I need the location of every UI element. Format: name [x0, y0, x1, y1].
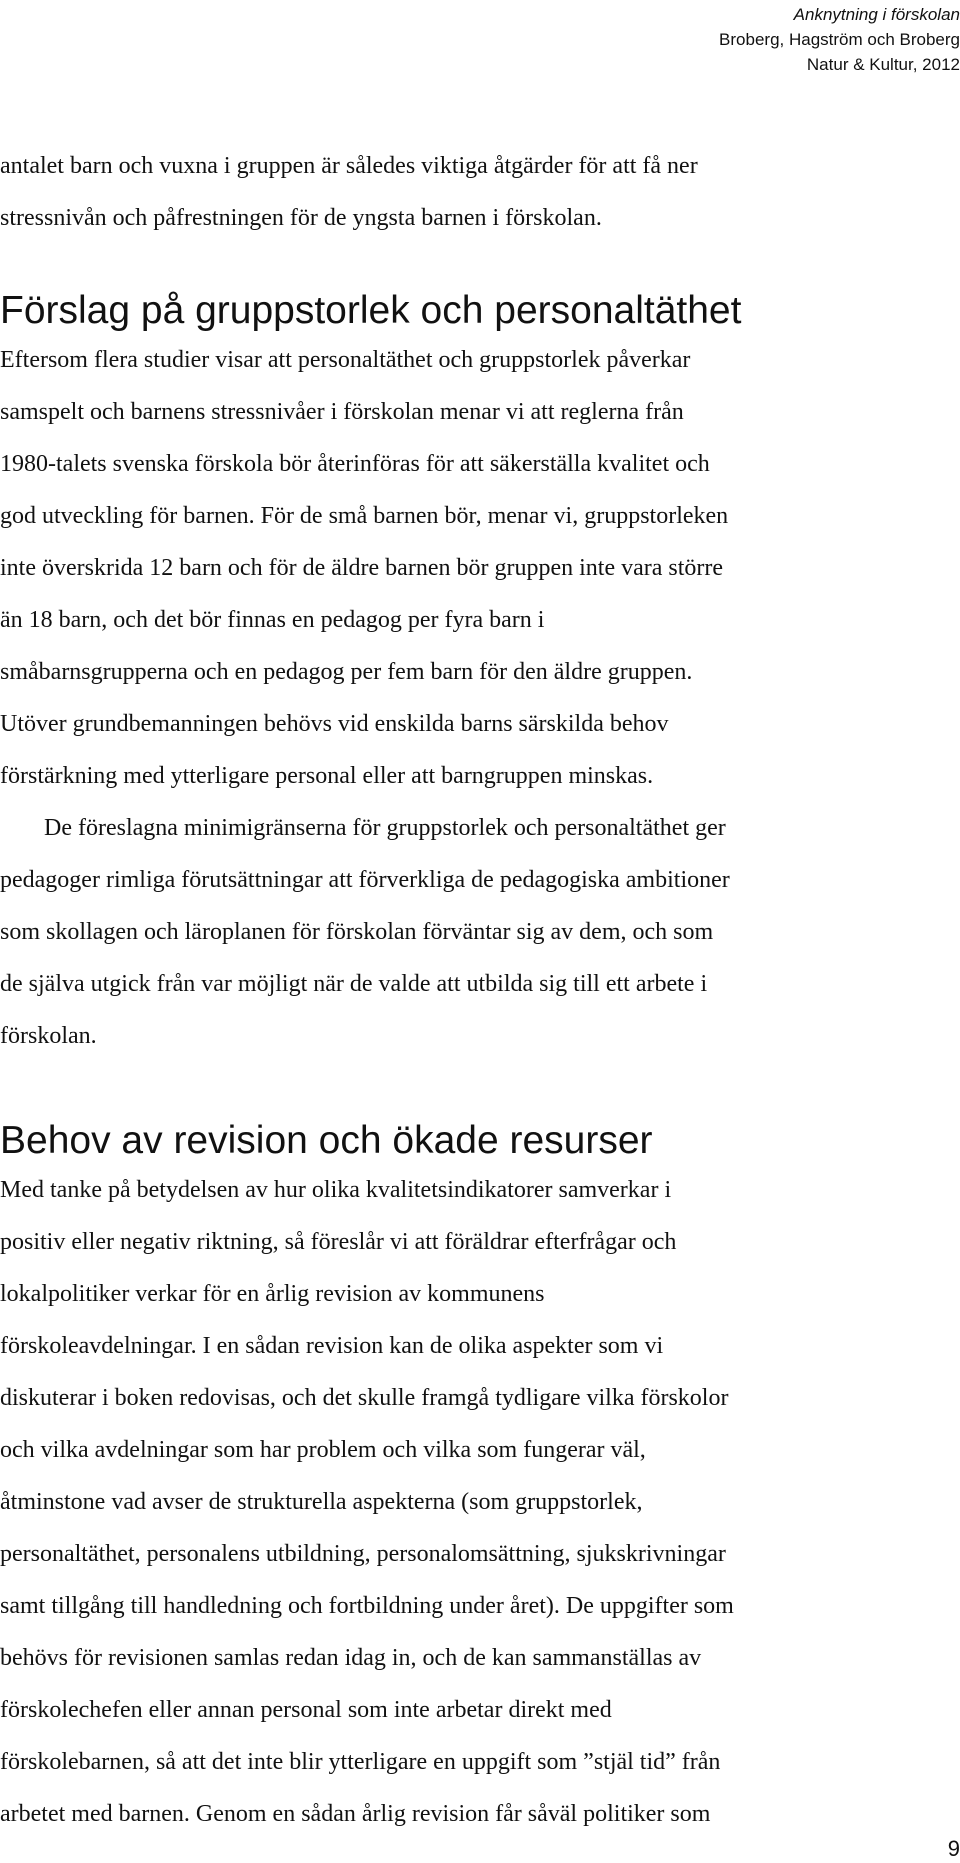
text-line: pedagoger rimliga förutsättningar att förverkliga de pedagogiska ambitioner: [0, 867, 730, 893]
page-number: 9: [947, 1836, 960, 1861]
text-line: förskolechefen eller annan personal som inte arbetar direkt med: [0, 1697, 612, 1723]
section-heading-group-size: Förslag på gruppstorlek och personaltäthet: [0, 289, 742, 332]
text-line: samspelt och barnens stressnivåer i förskolan menar vi att reglerna från: [0, 399, 684, 425]
paragraph-minimum-limits: [0, 802, 960, 1062]
text-line: Utöver grundbemanningen behövs vid enskilda barns särskilda behov: [0, 711, 669, 737]
text-line: antalet barn och vuxna i gruppen är således viktiga åtgärder för att få ner: [0, 153, 698, 179]
paragraph-intro: [0, 140, 960, 244]
book-publisher-year: Natur & Kultur, 2012: [806, 55, 960, 74]
text-line: och vilka avdelningar som har problem och vilka som fungerar väl,: [0, 1437, 646, 1463]
text-line: behövs för revisionen samlas redan idag in, och de kan sammanställas av: [0, 1645, 702, 1671]
text-line: positiv eller negativ riktning, så föreslår vi att föräldrar efterfrågar och: [0, 1229, 677, 1255]
text-line: Eftersom flera studier visar att personaltäthet och gruppstorlek påverkar: [0, 347, 691, 373]
text-line: åtminstone vad avser de strukturella aspekterna (som gruppstorlek,: [0, 1489, 643, 1515]
book-authors: Broberg, Hagström och Broberg: [719, 30, 960, 49]
text-line: förskolebarnen, så att det inte blir ytterligare en uppgift som ”stjäl tid” från: [0, 1749, 721, 1775]
text-line: förskoleavdelningar. I en sådan revision kan de olika aspekter som vi: [0, 1333, 664, 1359]
text-line: god utveckling för barnen. För de små barnen bör, menar vi, gruppstorleken: [0, 503, 729, 529]
text-line: än 18 barn, och det bör finnas en pedagog per fyra barn i: [0, 607, 545, 633]
text-line: De föreslagna minimigränserna för gruppstorlek och personaltäthet ger: [44, 815, 726, 841]
text-line: stressnivån och påfrestningen för de yngsta barnen i förskolan.: [0, 205, 602, 231]
book-title: Anknytning i förskolan: [793, 5, 960, 24]
paragraph-proposal: [0, 334, 960, 802]
text-line: Med tanke på betydelsen av hur olika kvalitetsindikatorer samverkar i: [0, 1177, 672, 1203]
text-line: samt tillgång till handledning och fortbildning under året). De uppgifter som: [0, 1593, 734, 1619]
page-header: [719, 2, 960, 77]
paragraph-revision: [0, 1164, 960, 1840]
document-body: [0, 140, 960, 1840]
text-line: förskolan.: [0, 1023, 97, 1049]
text-line: småbarnsgrupperna och en pedagog per fem barn för den äldre gruppen.: [0, 659, 693, 685]
text-line: de själva utgick från var möjligt när de valde att utbilda sig till ett arbete i: [0, 971, 708, 997]
text-line: arbetet med barnen. Genom en sådan årlig revision får såväl politiker som: [0, 1801, 711, 1827]
text-line: förstärkning med ytterligare personal eller att barngruppen minskas.: [0, 763, 654, 789]
text-line: personaltäthet, personalens utbildning, personalomsättning, sjukskrivningar: [0, 1541, 726, 1567]
text-line: lokalpolitiker verkar för en årlig revision av kommunens: [0, 1281, 545, 1307]
text-line: diskuterar i boken redovisas, och det skulle framgå tydligare vilka förskolor: [0, 1385, 729, 1411]
section-heading-revision: Behov av revision och ökade resurser: [0, 1119, 653, 1162]
text-line: som skollagen och läroplanen för förskolan förväntar sig av dem, och som: [0, 919, 714, 945]
text-line: inte överskrida 12 barn och för de äldre barnen bör gruppen inte vara större: [0, 555, 724, 581]
text-line: 1980-talets svenska förskola bör återinföras för att säkerställa kvalitet och: [0, 451, 710, 477]
